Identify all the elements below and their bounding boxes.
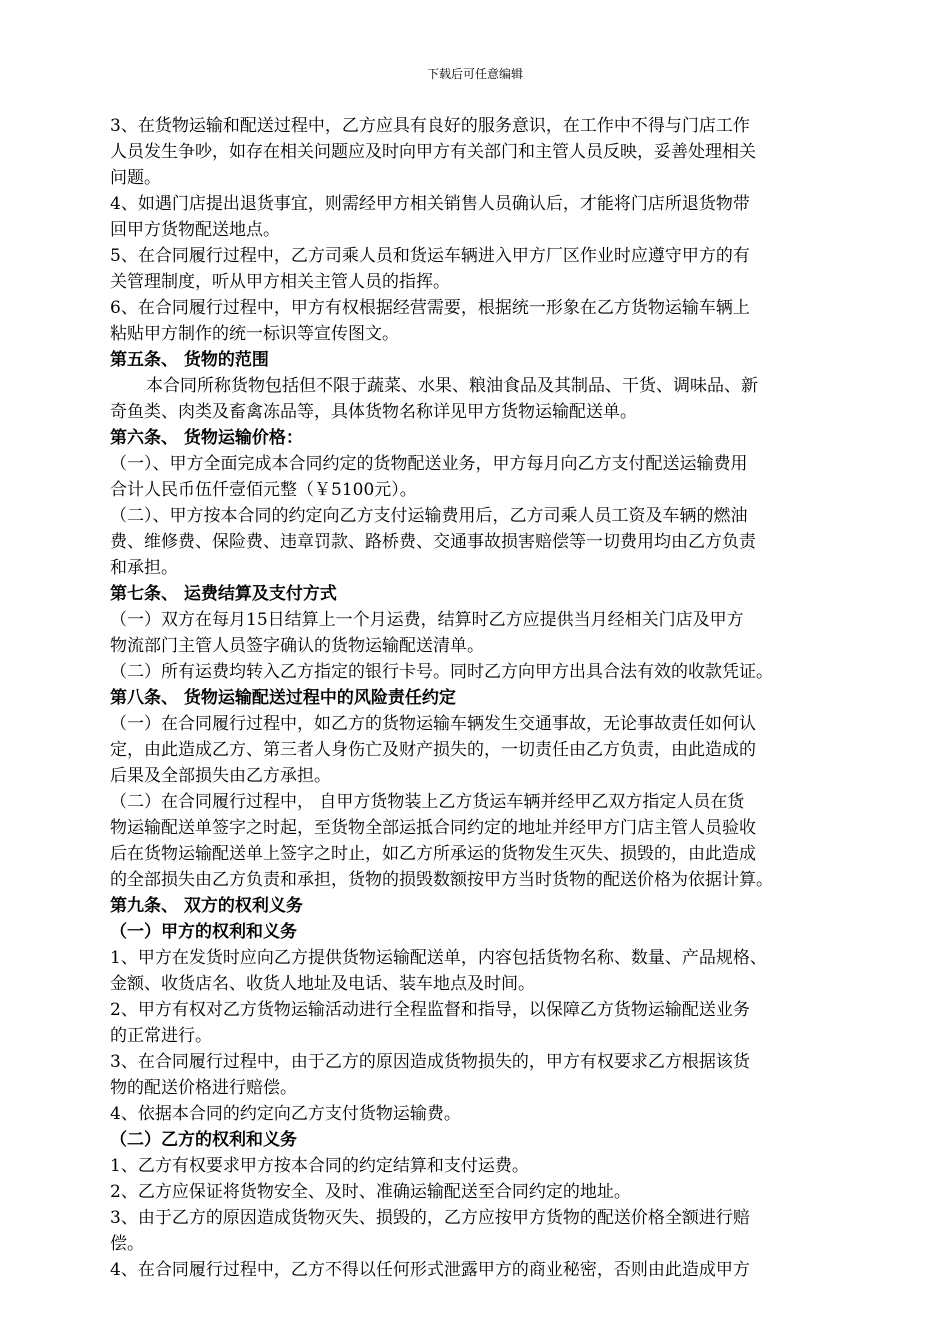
page-header: 下载后可任意编辑 — [426, 67, 523, 81]
section-heading: 第五条、 货物的范围 — [110, 350, 269, 370]
paragraph-line: 关管理制度，听从甲方相关主管人员的指挥。 — [110, 272, 450, 292]
paragraph-line: （二）在合同履行过程中， 自甲方货物装上乙方货运车辆并经甲乙双方指定人员在货 — [110, 792, 745, 812]
paragraph-line: 本合同所称货物包括但不限于蔬菜、水果、粮油食品及其制品、干货、调味品、新 — [146, 376, 758, 396]
section-heading: 第七条、 运费结算及支付方式 — [110, 584, 337, 604]
paragraph-line: 3、由于乙方的原因造成货物灭失、损毁的，乙方应按甲方货物的配送价格全额进行赔 — [110, 1208, 750, 1228]
section-heading: 第九条、 双方的权利义务 — [110, 896, 303, 916]
paragraph-line: （二）所有运费均转入乙方指定的银行卡号。同时乙方向甲方出具合法有效的收款凭证。 — [110, 662, 773, 682]
paragraph-line: 4、在合同履行过程中，乙方不得以任何形式泄露甲方的商业秘密，否则由此造成甲方 — [110, 1260, 750, 1280]
paragraph-line: 奇鱼类、肉类及畜禽冻品等，具体货物名称详见甲方货物运输配送单。 — [110, 402, 637, 422]
paragraph-line: 粘贴甲方制作的统一标识等宣传图文。 — [110, 324, 399, 344]
paragraph-line: 人员发生争吵，如存在相关问题应及时向甲方有关部门和主管人员反映，妥善处理相关 — [110, 142, 756, 162]
paragraph-line: 偿。 — [110, 1234, 144, 1254]
paragraph-line: 合计人民币伍仟壹佰元整（￥5100元）。 — [110, 480, 417, 500]
section-heading: 第六条、 货物运输价格： — [110, 428, 303, 448]
paragraph-line: 回甲方货物配送地点。 — [110, 220, 280, 240]
paragraph-line: 后果及全部损失由乙方承担。 — [110, 766, 331, 786]
paragraph-line: 的正常进行。 — [110, 1026, 212, 1046]
paragraph-line: 1、乙方有权要求甲方按本合同的约定结算和支付运费。 — [110, 1156, 529, 1176]
paragraph-line: 3、在合同履行过程中，由于乙方的原因造成货物损失的，甲方有权要求乙方根据该货 — [110, 1052, 750, 1072]
paragraph-line: （二）、甲方按本合同的约定向乙方支付运输费用后，乙方司乘人员工资及车辆的燃油 — [110, 506, 748, 526]
paragraph-line: 5、在合同履行过程中，乙方司乘人员和货运车辆进入甲方厂区作业时应遵守甲方的有 — [110, 246, 750, 266]
paragraph-line: 4、如遇门店提出退货事宜，则需经甲方相关销售人员确认后，才能将门店所退货物带 — [110, 194, 750, 214]
paragraph-line: 金额、收货店名、收货人地址及电话、装车地点及时间。 — [110, 974, 535, 994]
paragraph-line: 问题。 — [110, 168, 161, 188]
paragraph-line: 2、乙方应保证将货物安全、及时、准确运输配送至合同约定的地址。 — [110, 1182, 631, 1202]
paragraph-line: 物的配送价格进行赔偿。 — [110, 1078, 297, 1098]
paragraph-line: 3、在货物运输和配送过程中，乙方应具有良好的服务意识，在工作中不得与门店工作 — [110, 116, 750, 136]
paragraph-line: 后在货物运输配送单上签字之时止，如乙方所承运的货物发生灭失、损毁的，由此造成 — [110, 844, 756, 864]
subsection-heading: （一）甲方的权利和义务 — [110, 922, 297, 942]
paragraph-line: （一）、甲方全面完成本合同约定的货物配送业务，甲方每月向乙方支付配送运输费用 — [110, 454, 748, 474]
paragraph-line: 的全部损失由乙方负责和承担，货物的损毁数额按甲方当时货物的配送价格为依据计算。 — [110, 870, 773, 890]
paragraph-line: 1、甲方在发货时应向乙方提供货物运输配送单，内容包括货物名称、数量、产品规格、 — [110, 948, 767, 968]
paragraph-line: （一）双方在每月15日结算上一个月运费，结算时乙方应提供当月经相关门店及甲方 — [110, 610, 744, 630]
paragraph-line: 4、依据本合同的约定向乙方支付货物运输费。 — [110, 1104, 461, 1124]
paragraph-line: 6、在合同履行过程中，甲方有权根据经营需要，根据统一形象在乙方货物运输车辆上 — [110, 298, 750, 318]
paragraph-line: 费、维修费、保险费、违章罚款、路桥费、交通事故损害赔偿等一切费用均由乙方负责 — [110, 532, 756, 552]
paragraph-line: 物流部门主管人员签字确认的货物运输配送清单。 — [110, 636, 484, 656]
paragraph-line: （一）在合同履行过程中，如乙方的货物运输车辆发生交通事故，无论事故责任如何认 — [110, 714, 756, 734]
document-body — [110, 113, 850, 1283]
paragraph-line: 定，由此造成乙方、第三者人身伤亡及财产损失的，一切责任由乙方负责，由此造成的 — [110, 740, 756, 760]
subsection-heading: （二）乙方的权利和义务 — [110, 1130, 297, 1150]
paragraph-line: 2、甲方有权对乙方货物运输活动进行全程监督和指导，以保障乙方货物运输配送业务 — [110, 1000, 750, 1020]
paragraph-line: 物运输配送单签字之时起，至货物全部运抵合同约定的地址并经甲方门店主管人员验收 — [110, 818, 756, 838]
paragraph-line: 和承担。 — [110, 558, 178, 578]
section-heading: 第八条、 货物运输配送过程中的风险责任约定 — [110, 688, 456, 708]
